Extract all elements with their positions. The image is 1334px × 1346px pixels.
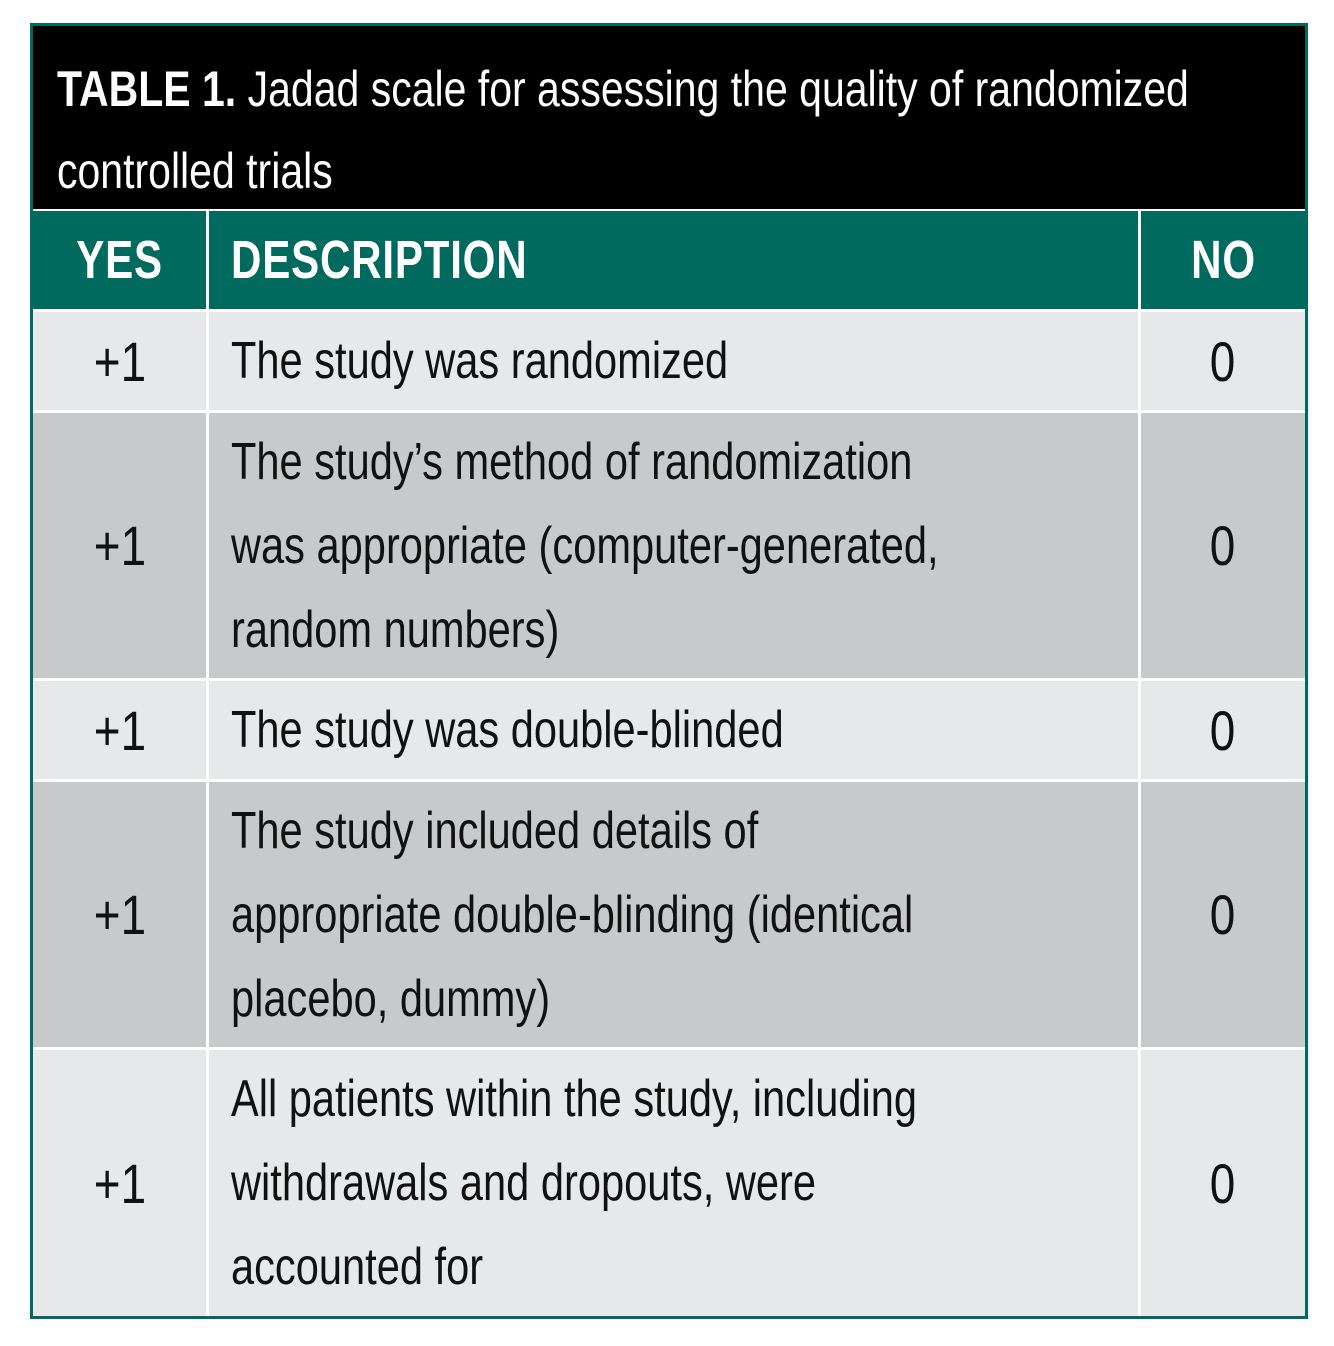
cell-yes (33, 782, 206, 1047)
cell-description (209, 413, 1138, 678)
header-no (1141, 211, 1305, 309)
cell-no (1141, 782, 1305, 1047)
cell-no (1141, 1050, 1305, 1316)
table-row (33, 312, 1305, 410)
cell-no (1141, 312, 1305, 410)
header-yes-label: YES (76, 230, 163, 290)
table-header-row (33, 211, 1305, 309)
yes-value: +1 (93, 883, 146, 946)
no-value: 0 (1210, 1151, 1236, 1215)
yes-value: +1 (93, 698, 146, 762)
cell-no (1141, 413, 1305, 678)
jadad-scale-table (30, 23, 1308, 1319)
cell-description (209, 312, 1138, 410)
yes-value: +1 (93, 514, 146, 577)
cell-description (209, 782, 1138, 1047)
table-label: TABLE 1. (57, 61, 237, 117)
description-text: The study included details of appropriate double-blinding (identical placebo, dummy) (231, 801, 914, 1028)
cell-description (209, 681, 1138, 779)
table-row (33, 413, 1305, 678)
cell-yes (33, 681, 206, 779)
no-value: 0 (1210, 514, 1236, 577)
cell-yes (33, 312, 206, 410)
description-text: All patients within the study, including withdrawals and dropouts, were accounted for (231, 1070, 918, 1296)
table-row (33, 681, 1305, 779)
header-yes (33, 211, 206, 309)
yes-value: +1 (93, 1151, 146, 1215)
yes-value: +1 (93, 329, 146, 393)
header-no-label: NO (1190, 230, 1256, 290)
table-title-text: Jadad scale for assessing the quality of randomized controlled trials (57, 61, 1189, 199)
header-description-label: DESCRIPTION (231, 230, 528, 290)
description-text: The study was randomized (231, 332, 729, 390)
no-value: 0 (1210, 883, 1236, 946)
description-text: The study’s method of randomization was appropriate (computer-generated, random numbers) (231, 432, 939, 659)
no-value: 0 (1210, 329, 1236, 393)
cell-yes (33, 1050, 206, 1316)
no-value: 0 (1210, 698, 1236, 762)
table-title-bar (33, 26, 1305, 209)
table-title (57, 48, 1254, 212)
description-text: The study was double-blinded (231, 701, 784, 759)
cell-no (1141, 681, 1305, 779)
cell-yes (33, 413, 206, 678)
table-row (33, 1050, 1305, 1316)
table-row (33, 782, 1305, 1047)
cell-description (209, 1050, 1138, 1316)
header-description (209, 211, 1138, 309)
